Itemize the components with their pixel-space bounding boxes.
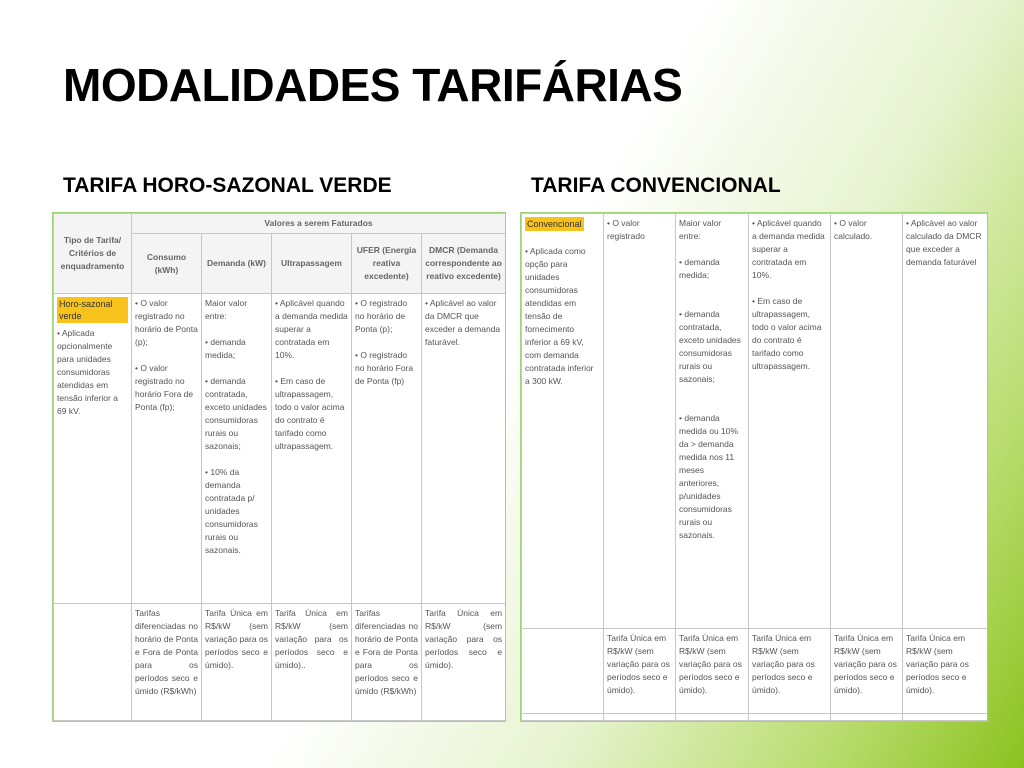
- table-cell: [352, 294, 422, 604]
- cell-text: • O registrado no horário de Ponta (p); • O registrado no horário Fora de Ponta (fp): [355, 298, 414, 386]
- header-demanda: Demanda (kW): [202, 234, 272, 294]
- table-cell: [831, 214, 903, 629]
- type-description: • Aplicada opcionalmente para unidades consumidoras atendidas em tensão inferior a 69 kV.: [57, 328, 118, 416]
- table-cell: [422, 294, 506, 604]
- table-cell: [54, 604, 132, 721]
- cell-text: Tarifa Única em R$/kW (sem variação para os períodos seco e úmido).: [607, 633, 670, 695]
- table-cell: [604, 214, 676, 629]
- cell-text: Maior valor entre: • demanda medida; • demanda contratada, exceto unidades consumidoras rurais ou sazonais; • 10% da demanda contratada p/ unidades consumidoras rurais ou sazonais.: [205, 298, 267, 555]
- table-cell: [202, 294, 272, 604]
- cell-text: Tarifa Única em R$/kW (sem variação para os períodos seco e úmido).: [752, 633, 815, 695]
- cell-text: Tarifa Única em R$/kW (sem variação para os períodos seco e úmido).: [679, 633, 742, 695]
- cell-text: • O valor calculado.: [834, 218, 873, 241]
- header-dmcr: DMCR (Demanda correspondente ao reativo excedente): [422, 234, 506, 294]
- table-cell: [676, 629, 749, 714]
- cell-text: • O valor registrado: [607, 218, 645, 241]
- cell-text: Tarifa Única em R$/kW (sem variação para os períodos seco e úmido)..: [275, 608, 348, 670]
- type-cell: [54, 294, 132, 604]
- cell-text: • Aplicável ao valor calculado da DMCR que exceder a demanda faturável: [906, 218, 982, 267]
- horo-sazonal-verde-table: [53, 213, 506, 721]
- table-cell: [422, 604, 506, 721]
- type-label-highlight: Horo-sazonal verde: [57, 297, 128, 323]
- table-row: [522, 214, 988, 629]
- cell-text: Tarifas diferenciadas no horário de Ponta e Fora de Ponta para os períodos seco e úmido (R$/kWh): [355, 608, 418, 696]
- table-cell: [831, 629, 903, 714]
- cell-text: Tarifa Única em R$/kW (sem variação para os períodos seco e úmido).: [205, 608, 268, 670]
- header-ultrapassagem: Ultrapassagem: [272, 234, 352, 294]
- cell-text: Maior valor entre: • demanda medida; • demanda contratada, exceto unidades consumidoras rurais ou sazonais; • demanda medida ou 10% da > demanda medida nos 11 meses anteriores, p/unidades consumidoras rurais ou sazonais.: [679, 218, 741, 540]
- cell-text: • Aplicável quando a demanda medida superar a contratada em 10%. • Em caso de ultrapassagem, todo o valor acima do contrato é tarifado como ultrapassagem.: [752, 218, 825, 371]
- table-header-row: [54, 214, 506, 234]
- table-cell: [522, 629, 604, 714]
- table-cell: [604, 629, 676, 714]
- table-cell: [352, 604, 422, 721]
- type-cell: [522, 214, 604, 629]
- table-cell: [903, 214, 988, 629]
- table-row: [54, 604, 506, 721]
- type-label-highlight: Convencional: [527, 219, 582, 229]
- header-consumo: Consumo (kWh): [132, 234, 202, 294]
- table-cell: [676, 214, 749, 629]
- table-cell: [749, 629, 831, 714]
- horo-sazonal-verde-table-panel: [52, 212, 506, 722]
- header-values-group: Valores a serem Faturados: [132, 214, 506, 234]
- convencional-table-panel: [520, 212, 988, 722]
- cell-text: Tarifa Única em R$/kW (sem variação para os períodos seco e úmido).: [834, 633, 897, 695]
- table-cell: [272, 294, 352, 604]
- convencional-table: [521, 213, 988, 721]
- slide-title: MODALIDADES TARIFÁRIAS: [63, 59, 683, 111]
- cell-text: Tarifa Única em R$/kW (sem variação para os períodos seco e úmido).: [906, 633, 969, 695]
- table-row: [522, 714, 988, 721]
- cell-text: • Aplicável quando a demanda medida superar a contratada em 10%. • Em caso de ultrapassagem, todo o valor acima do contrato é tarifado como ultrapassagem.: [275, 298, 348, 451]
- table-cell: [903, 629, 988, 714]
- table-row: [522, 629, 988, 714]
- cell-text: Tarifas diferenciadas no horário de Ponta e Fora de Ponta para os períodos seco e úmido (R$/kWh): [135, 608, 198, 696]
- right-table-subtitle: TARIFA CONVENCIONAL: [531, 174, 781, 197]
- table-row: [54, 294, 506, 604]
- type-description: • Aplicada como opção para unidades consumidoras atendidas em tensão de fornecimento inferior a 69 kV, com demanda contratada inferior a 300 kW.: [525, 246, 594, 386]
- cell-text: Tarifa Única em R$/kW (sem variação para os períodos seco e úmido).: [425, 608, 503, 670]
- table-cell: [272, 604, 352, 721]
- cell-text: • O valor registrado no horário de Ponta (p); • O valor registrado no horário Fora de Ponta (fp);: [135, 298, 198, 412]
- table-cell: [202, 604, 272, 721]
- header-ufer: UFER (Energia reativa excedente): [352, 234, 422, 294]
- table-cell: [132, 294, 202, 604]
- table-cell: [132, 604, 202, 721]
- header-criteria: Tipo de Tarifa/ Critérios de enquadramento: [54, 214, 132, 294]
- left-table-subtitle: TARIFA HORO-SAZONAL VERDE: [63, 174, 392, 197]
- cell-text: • Aplicável ao valor da DMCR que exceder a demanda faturável.: [425, 298, 501, 347]
- table-cell: [749, 214, 831, 629]
